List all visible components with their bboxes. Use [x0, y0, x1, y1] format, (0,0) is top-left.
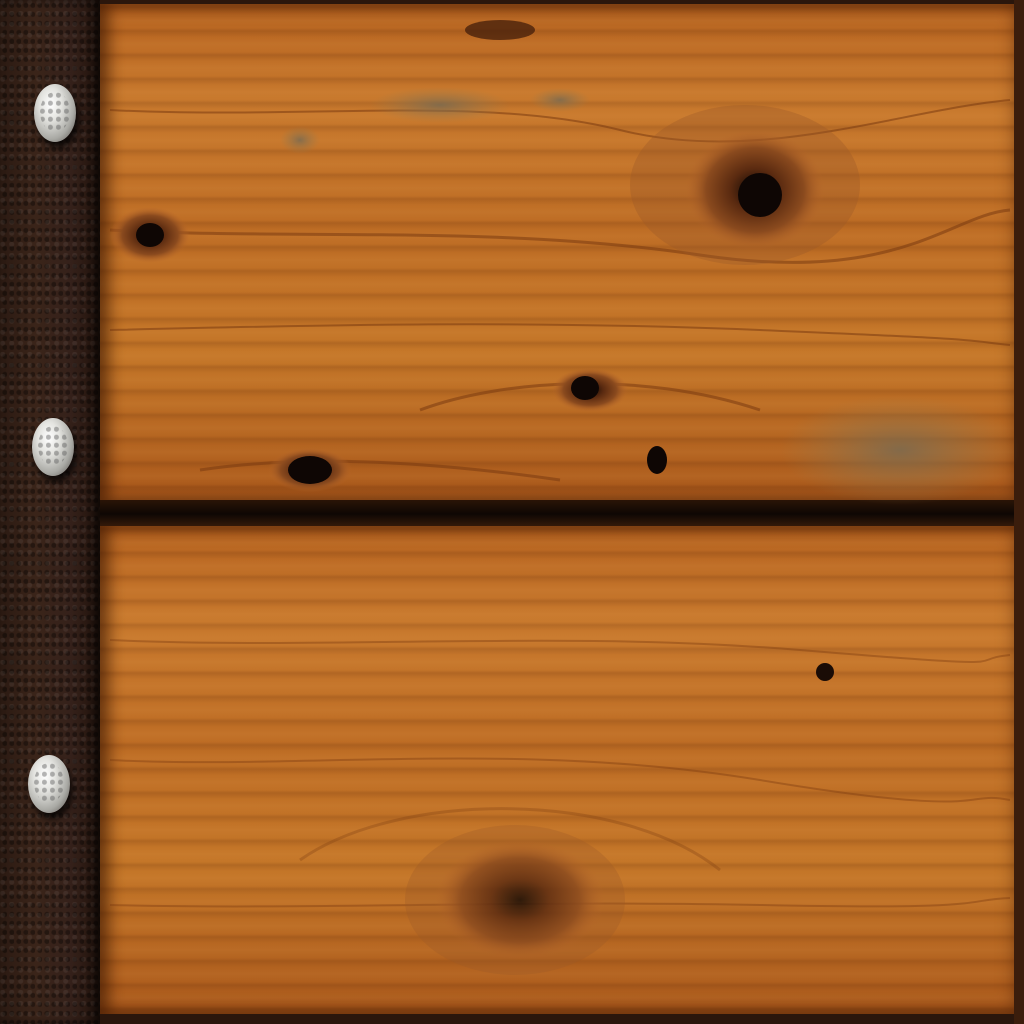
weathered-patch: [370, 87, 510, 123]
knot-bottom: [435, 840, 605, 960]
rivet-bottom: [28, 755, 70, 813]
rivet-middle: [32, 418, 74, 476]
knot-core-large: [738, 173, 782, 217]
leather-strap: [0, 0, 100, 1024]
weathered-patch: [780, 395, 1020, 505]
weathered-patch: [530, 88, 590, 112]
rivet-top: [34, 84, 76, 142]
weathered-patch: [280, 126, 320, 154]
knot-core-small-left: [136, 223, 164, 247]
knot-core-eye-right: [571, 376, 599, 400]
knot-core-eye-left: [288, 456, 332, 484]
wood-hole-small: [816, 663, 834, 681]
wood-hole: [647, 446, 667, 474]
wood-hole-top: [465, 20, 535, 40]
